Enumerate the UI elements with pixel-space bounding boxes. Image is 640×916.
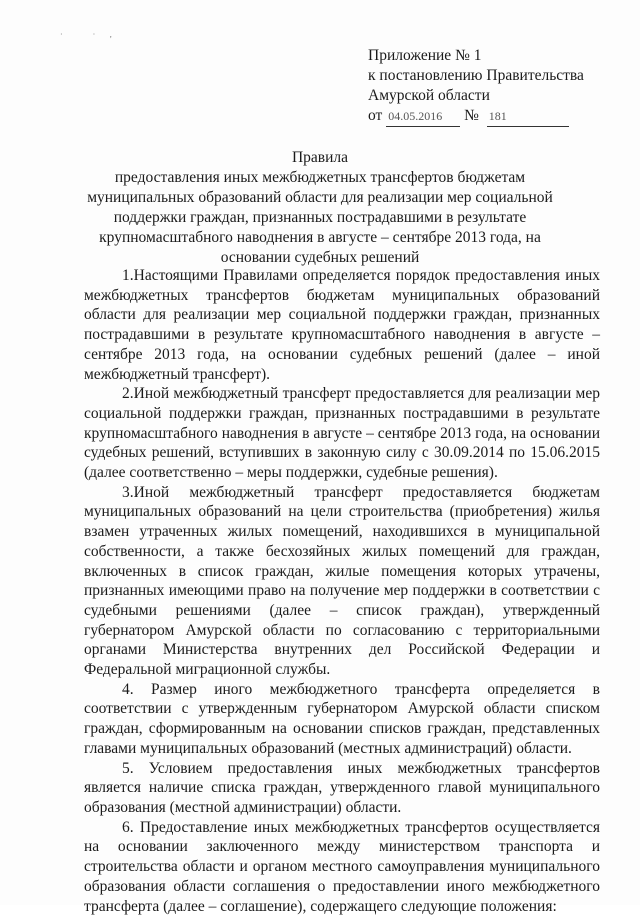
number-value: 181	[487, 106, 569, 127]
date-value: 04.05.2016	[386, 106, 460, 127]
document-title	[80, 148, 560, 268]
document-body	[84, 266, 600, 916]
appendix-label: Приложение № 1	[368, 47, 482, 64]
title-subtitle: предоставления иных межбюджетных трансфертов бюджетам муниципальных образований области для реализации мер социальной поддержки граждан, признанных пострадавшими в результате крупномасштабного наводнения в августе – сентябре 2013 года, на основании судебных решений	[87, 169, 553, 266]
appendix-header	[368, 46, 584, 127]
paragraph-5: 5. Условием предоставления иных межбюджетных трансфертов является наличие списка граждан, утвержденного главой муниципального образования (местной администрации) области.	[84, 759, 600, 816]
paragraph-4: 4. Размер иного межбюджетного трансферта определяется в соответствии с утвержденным губернатором Амурской области списком граждан, сформированным на основании списков граждан, представленных главами муниципальных образований (местных администраций) области.	[84, 680, 600, 757]
paragraph-2: 2.Иной межбюджетный трансферт предоставляется для реализации мер социальной поддержки граждан, признанных пострадавшими в результате крупномасштабного наводнения в августе – сентябре 2013 года, на основании судебных решений, вступивших в законную силу с 30.09.2014 по 15.06.2015 (далее соответственно – меры поддержки, судебные решения).	[84, 385, 600, 482]
region-name: Амурской области	[368, 87, 490, 104]
date-number-line	[368, 106, 584, 127]
title-heading: Правила	[291, 149, 349, 166]
from-label: от	[368, 107, 383, 124]
scan-specks: · ·‚	[60, 30, 126, 39]
paragraph-1: 1.Настоящими Правилами определяется порядок предоставления иных межбюджетных трансфертов бюджетам муниципальных образований области для реализации мер социальной поддержки граждан, признанных пострадавшими в результате крупномасштабного наводнения в августе – сентябре 2013 года, на основании судебных решений (далее – иной межбюджетный трансферт).	[84, 267, 600, 383]
paragraph-3: 3.Иной межбюджетный трансферт предоставляется бюджетам муниципальных образований на цели строительства (приобретения) жилья взамен утраченных жилых помещений, находившихся в муниципальной собственности, а также бесхозяйных жилых помещений для граждан, включенных в список граждан, жилые помещения которых утрачены, признанных имеющими право на получение мер поддержки в соответствии с судебными решениями (далее – список граждан), утвержденный губернатором Амурской области по согласованию с территориальными органами Министерства внутренних дел Российской Федерации и Федеральной миграционной службы.	[84, 483, 600, 679]
number-label: №	[464, 107, 479, 124]
resolution-reference: к постановлению Правительства	[368, 67, 584, 84]
paragraph-6: 6. Предоставление иных межбюджетных трансфертов осуществляется на основании заключенного между министерством транспорта и строительства области и органом местного самоуправления муниципального образования области соглашения о предоставлении иного межбюджетного трансферта (далее – соглашение), содержащего следующие положения:	[84, 818, 600, 915]
